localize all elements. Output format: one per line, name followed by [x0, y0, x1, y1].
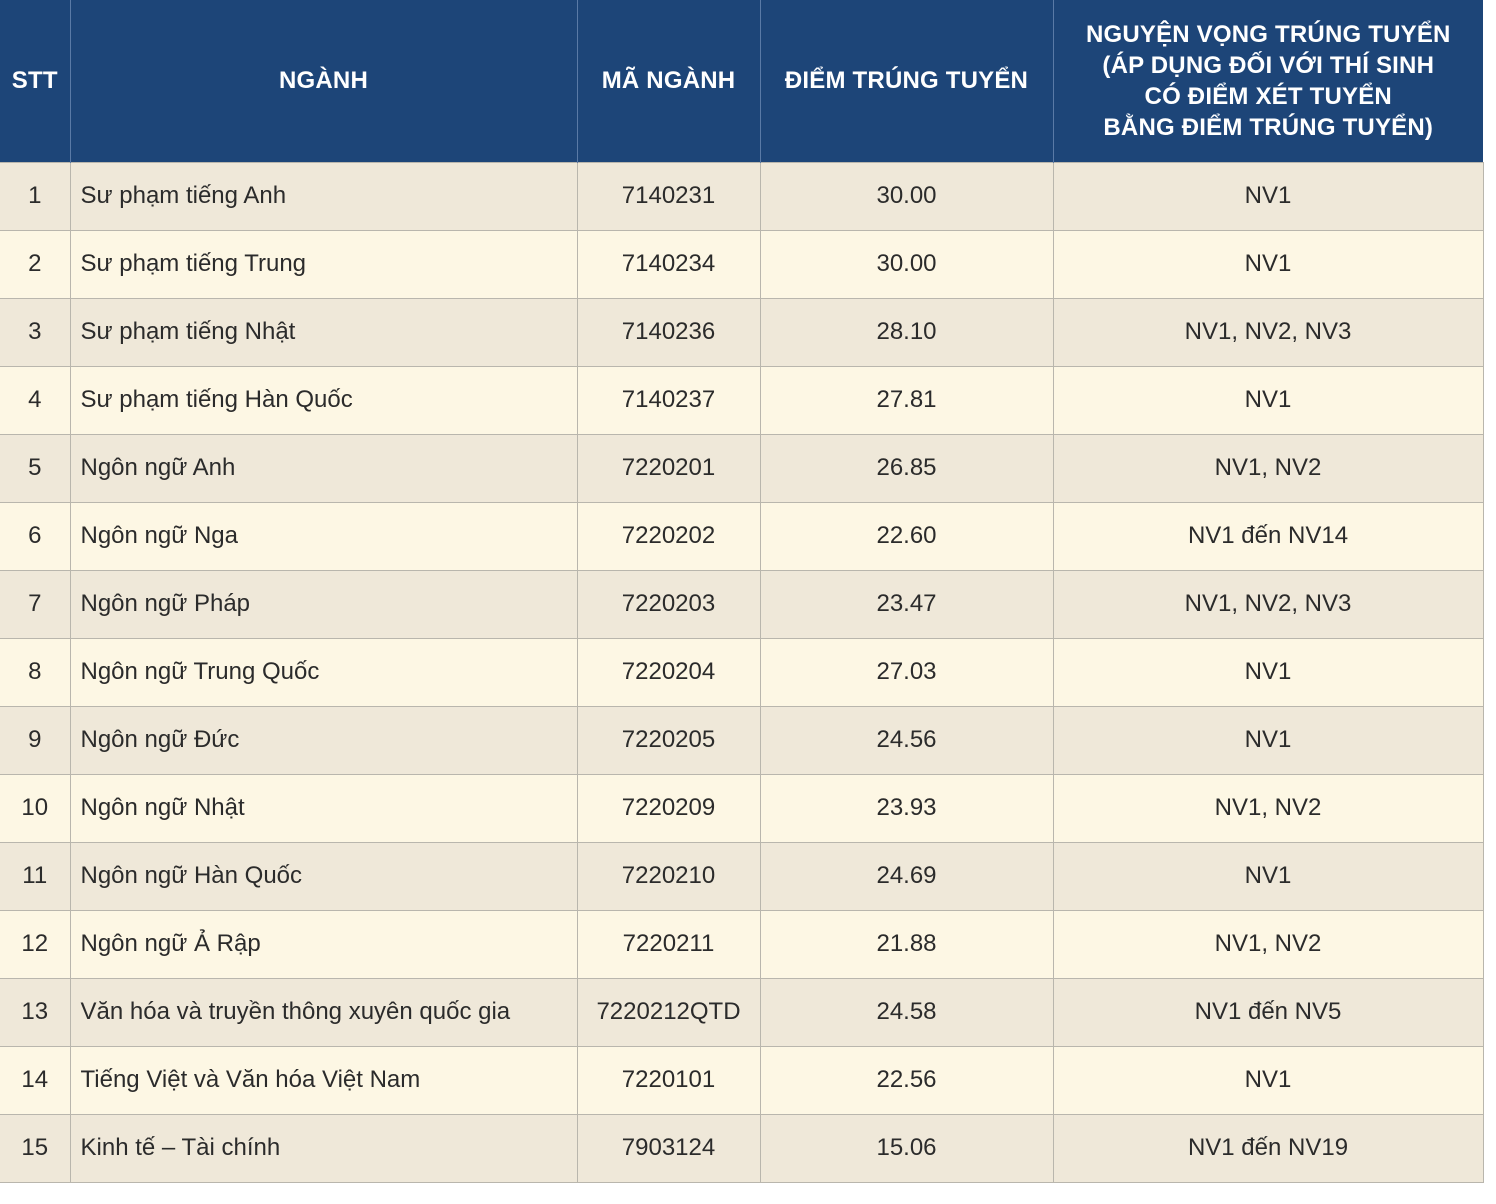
header-preference-line: (ÁP DỤNG ĐỐI VỚI THÍ SINH — [1102, 51, 1435, 79]
cell-major: Ngôn ngữ Hàn Quốc — [70, 842, 577, 910]
cell-major-code: 7220204 — [577, 638, 760, 706]
table-row — [0, 1114, 1483, 1182]
table-row — [0, 638, 1483, 706]
cell-major-code: 7220205 — [577, 706, 760, 774]
table-row — [0, 978, 1483, 1046]
cell-preference: NV1 — [1053, 366, 1483, 434]
cell-admission-score: 27.03 — [760, 638, 1053, 706]
header-preference-line: NGUYỆN VỌNG TRÚNG TUYỂN — [1085, 20, 1451, 48]
cell-major-code: 7220212QTD — [577, 978, 760, 1046]
cell-major: Tiếng Việt và Văn hóa Việt Nam — [70, 1046, 577, 1114]
header-row — [0, 0, 1483, 162]
cell-stt: 2 — [0, 230, 70, 298]
table-row — [0, 230, 1483, 298]
cell-stt: 4 — [0, 366, 70, 434]
cell-major: Sư phạm tiếng Trung — [70, 230, 577, 298]
cell-major: Ngôn ngữ Pháp — [70, 570, 577, 638]
cell-preference: NV1 — [1053, 706, 1483, 774]
table-header — [0, 0, 1483, 162]
cell-major-code: 7140237 — [577, 366, 760, 434]
cell-admission-score: 21.88 — [760, 910, 1053, 978]
cell-major-code: 7220209 — [577, 774, 760, 842]
cell-major: Sư phạm tiếng Nhật — [70, 298, 577, 366]
cell-major: Ngôn ngữ Nga — [70, 502, 577, 570]
cell-stt: 8 — [0, 638, 70, 706]
header-major: NGÀNH — [70, 0, 577, 162]
cell-major: Ngôn ngữ Trung Quốc — [70, 638, 577, 706]
cell-stt: 1 — [0, 162, 70, 230]
cell-preference: NV1 đến NV5 — [1053, 978, 1483, 1046]
cell-stt: 6 — [0, 502, 70, 570]
cell-preference: NV1 — [1053, 638, 1483, 706]
table-row — [0, 774, 1483, 842]
cell-major-code: 7220211 — [577, 910, 760, 978]
table-row — [0, 570, 1483, 638]
cell-stt: 9 — [0, 706, 70, 774]
cell-preference: NV1 — [1053, 230, 1483, 298]
table-row — [0, 1046, 1483, 1114]
cell-major-code: 7220202 — [577, 502, 760, 570]
cell-admission-score: 27.81 — [760, 366, 1053, 434]
cell-admission-score: 22.56 — [760, 1046, 1053, 1114]
cell-major-code: 7140234 — [577, 230, 760, 298]
cell-major: Ngôn ngữ Đức — [70, 706, 577, 774]
cell-stt: 12 — [0, 910, 70, 978]
cell-stt: 10 — [0, 774, 70, 842]
cell-admission-score: 24.56 — [760, 706, 1053, 774]
cell-stt: 3 — [0, 298, 70, 366]
table-row — [0, 502, 1483, 570]
header-admission-score: ĐIỂM TRÚNG TUYỂN — [760, 0, 1053, 162]
cell-major: Ngôn ngữ Ả Rập — [70, 910, 577, 978]
cell-admission-score: 15.06 — [760, 1114, 1053, 1182]
cell-preference: NV1 đến NV19 — [1053, 1114, 1483, 1182]
table-row — [0, 842, 1483, 910]
cell-major-code: 7140236 — [577, 298, 760, 366]
cell-stt: 5 — [0, 434, 70, 502]
header-preference — [1053, 0, 1483, 162]
cell-major-code: 7220201 — [577, 434, 760, 502]
table-row — [0, 162, 1483, 230]
cell-preference: NV1, NV2, NV3 — [1053, 298, 1483, 366]
table-row — [0, 298, 1483, 366]
cell-preference: NV1, NV2 — [1053, 774, 1483, 842]
cell-major: Sư phạm tiếng Anh — [70, 162, 577, 230]
cell-major-code: 7903124 — [577, 1114, 760, 1182]
cell-admission-score: 23.47 — [760, 570, 1053, 638]
table-body — [0, 162, 1483, 1182]
cell-stt: 14 — [0, 1046, 70, 1114]
cell-major: Ngôn ngữ Anh — [70, 434, 577, 502]
cell-preference: NV1, NV2, NV3 — [1053, 570, 1483, 638]
cell-preference: NV1 — [1053, 842, 1483, 910]
cell-stt: 15 — [0, 1114, 70, 1182]
cell-preference: NV1 — [1053, 162, 1483, 230]
cell-major: Sư phạm tiếng Hàn Quốc — [70, 366, 577, 434]
cell-major-code: 7140231 — [577, 162, 760, 230]
cell-stt: 11 — [0, 842, 70, 910]
cell-admission-score: 24.69 — [760, 842, 1053, 910]
cell-preference: NV1 đến NV14 — [1053, 502, 1483, 570]
cell-major: Văn hóa và truyền thông xuyên quốc gia — [70, 978, 577, 1046]
cell-stt: 13 — [0, 978, 70, 1046]
cell-admission-score: 30.00 — [760, 230, 1053, 298]
cell-preference: NV1, NV2 — [1053, 910, 1483, 978]
cell-admission-score: 26.85 — [760, 434, 1053, 502]
cell-major: Ngôn ngữ Nhật — [70, 774, 577, 842]
cell-major-code: 7220210 — [577, 842, 760, 910]
table-row — [0, 366, 1483, 434]
cell-admission-score: 30.00 — [760, 162, 1053, 230]
cell-admission-score: 23.93 — [760, 774, 1053, 842]
header-preference-line: CÓ ĐIỂM XÉT TUYỂN — [1144, 82, 1392, 110]
header-major-code: MÃ NGÀNH — [577, 0, 760, 162]
cell-preference: NV1, NV2 — [1053, 434, 1483, 502]
cell-major-code: 7220101 — [577, 1046, 760, 1114]
cell-stt: 7 — [0, 570, 70, 638]
cell-admission-score: 24.58 — [760, 978, 1053, 1046]
table-row — [0, 706, 1483, 774]
cell-admission-score: 22.60 — [760, 502, 1053, 570]
header-stt: STT — [0, 0, 70, 162]
header-preference-line: BẰNG ĐIỂM TRÚNG TUYỂN) — [1103, 113, 1434, 141]
table-row — [0, 434, 1483, 502]
cell-major: Kinh tế – Tài chính — [70, 1114, 577, 1182]
cell-preference: NV1 — [1053, 1046, 1483, 1114]
cell-major-code: 7220203 — [577, 570, 760, 638]
cell-admission-score: 28.10 — [760, 298, 1053, 366]
table-row — [0, 910, 1483, 978]
